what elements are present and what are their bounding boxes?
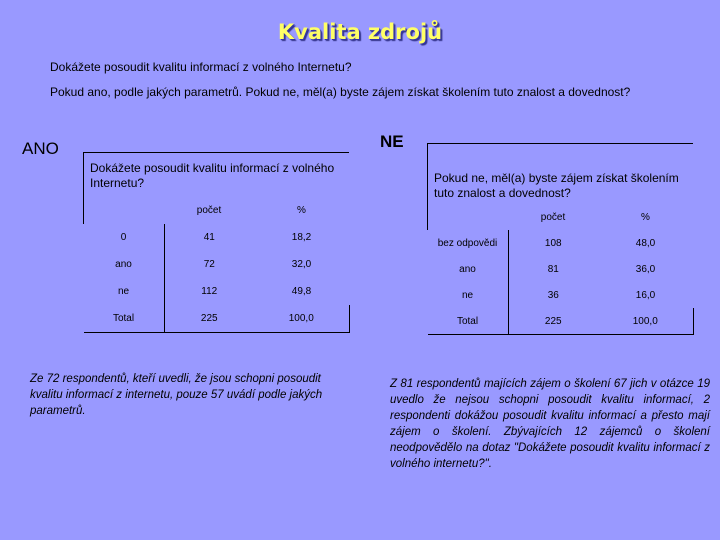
- right-note: Z 81 respondentů majících zájem o školení 67 jich v otázce 19 uvedlo že nejsou schopni posoudit kvalitu informací, 2 respondenti dokážou posoudit kvalitu informací a přesto mají zájem o školení. Zbývajících 12 zájemců o školení neodpovědělo na dotaz "Dokážete posoudit kvalitu informací z volného internetu?".: [390, 378, 710, 470]
- percent-cell: 16,0: [635, 289, 656, 301]
- percent-cell: 100,0: [598, 308, 693, 335]
- table-header-row: [84, 196, 350, 224]
- count-cell: 41: [164, 224, 254, 251]
- percent-cell: 100,0: [254, 305, 349, 333]
- header-cell: počet: [196, 204, 222, 216]
- question-1: Dokážete posoudit kvalitu informací z volného Internetu?: [50, 60, 352, 74]
- header-cell: počet: [540, 211, 566, 223]
- right-table-caption: Pokud ne, měl(a) byste zájem získat školením tuto znalost a dovednost?: [434, 171, 679, 200]
- left-frequency-table: [83, 196, 350, 333]
- row-label-cell: ano: [115, 259, 132, 270]
- count-cell: 108: [508, 230, 598, 256]
- table-row: [84, 251, 350, 278]
- header-cell: [428, 204, 509, 230]
- percent-cell: 32,0: [291, 259, 312, 270]
- table-row: [428, 256, 694, 282]
- percent-cell: 18,2: [291, 232, 312, 243]
- table-row: [84, 224, 350, 251]
- row-label-cell: 0: [120, 232, 127, 243]
- right-frequency-table: [427, 204, 694, 335]
- table-row-total: [84, 305, 350, 333]
- percent-cell: 48,0: [635, 237, 656, 249]
- table-row: [428, 230, 694, 256]
- row-label-cell: ne: [461, 289, 474, 301]
- row-label-cell: ne: [117, 286, 130, 297]
- table-row-total: [428, 308, 694, 335]
- row-label-cell: bez odpovědi: [437, 237, 498, 249]
- row-label-cell: Total: [84, 305, 165, 333]
- table-row: [428, 282, 694, 308]
- row-label-cell: ano: [459, 263, 476, 275]
- question-2: Pokud ano, podle jakých parametrů. Pokud ne, měl(a) byste zájem získat školením tuto znalost a dovednost?: [50, 85, 631, 99]
- left-note: Ze 72 respondentů, kteří uvedli, že jsou schopni posoudit kvalitu informací z internetu, pouze 57 uvádí podle jakých parametrů.: [30, 373, 323, 417]
- count-cell: 36: [508, 282, 598, 308]
- count-cell: 81: [508, 256, 598, 282]
- count-cell: 225: [164, 305, 254, 333]
- table-row: [84, 278, 350, 305]
- count-cell: 72: [164, 251, 254, 278]
- right-table-caption-box: [427, 143, 693, 207]
- count-cell: 112: [164, 278, 254, 305]
- table-header-row: [428, 204, 694, 230]
- row-label-cell: Total: [428, 308, 509, 335]
- header-cell: %: [641, 211, 650, 223]
- percent-cell: 49,8: [291, 286, 312, 297]
- header-cell: [84, 196, 165, 224]
- left-table-caption: Dokážete posoudit kvalitu informací z volného Internetu?: [90, 161, 335, 190]
- label-ne: NE: [380, 132, 404, 151]
- percent-cell: 36,0: [635, 263, 656, 275]
- page-title: Kvalita zdrojů: [277, 20, 443, 44]
- header-cell: %: [297, 204, 306, 216]
- label-ano: ANO: [22, 139, 59, 158]
- count-cell: 225: [508, 308, 598, 335]
